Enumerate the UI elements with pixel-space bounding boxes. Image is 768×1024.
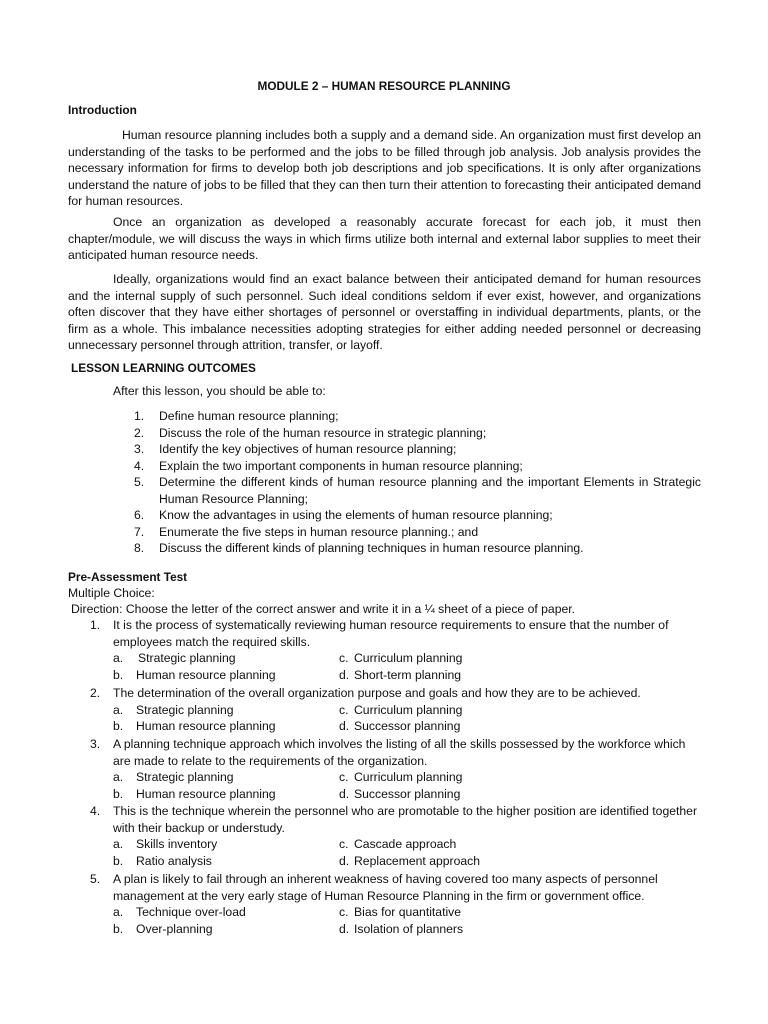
- intro-paragraph-3: Ideally, organizations would find an exact balance between their anticipated demand for human resources and the internal supply of such personnel. Such ideal conditions seldom if ever exist, however, and organizations often discover that they have either shortages of personnel or overstaffing in individual departments, plants, or the firm as a whole. This imbalance necessities adopting strategies for either adding needed personnel or decreasing unnecessary personnel through attrition, transfer, or layoff.: [68, 272, 701, 352]
- question-4: 4. This is the technique wherein the personnel who are promotable to the higher position are identified together with their backup or understudy. a. Skills inventory c. Cascade approach b. Ratio analysis d. Replacement approach: [90, 804, 698, 868]
- outcomes-heading: LESSON LEARNING OUTCOMES: [71, 361, 256, 375]
- question-1: 1. It is the process of systematically reviewing human resource requirements to ensure that the number of employees match the required skills. a. Strategic planning c. Curriculum planning b. Human resource planning d. Short-term planning: [90, 618, 669, 682]
- multiple-choice-label: Multiple Choice:: [68, 586, 155, 600]
- list-item: 7. Enumerate the five steps in human resource planning.; and: [134, 524, 479, 539]
- intro-paragraph-1: Human resource planning includes both a supply and a demand side. An organization must first develop an understanding of the tasks to be performed and the jobs to be filled through job analysis. Job analysis provides the necessary information for firms to develop both job descriptions and job specifications. It is only after organizations understand the nature of jobs to be filled that they can then turn their attention to forecasting their anticipated demand for human resources.: [68, 128, 701, 208]
- outcomes-intro: After this lesson, you should be able to:: [113, 384, 326, 398]
- list-item: 5. Determine the different kinds of human resource planning and the important Elements in Strategic Human Resource Planning;: [134, 475, 701, 506]
- question-2: 2. The determination of the overall organization purpose and goals and how they are to be achieved. a. Strategic planning c. Curriculum planning b. Human resource planning d. Successor planning: [90, 686, 641, 733]
- preassessment-heading: Pre-Assessment Test: [68, 570, 188, 584]
- list-item: 2. Discuss the role of the human resource in strategic planning;: [134, 425, 487, 440]
- page-title: MODULE 2 – HUMAN RESOURCE PLANNING: [257, 79, 511, 93]
- introduction-heading: Introduction: [68, 103, 137, 117]
- list-item: 8. Discuss the different kinds of planning techniques in human resource planning.: [134, 541, 584, 555]
- list-item: 6. Know the advantages in using the elements of human resource planning;: [134, 508, 553, 522]
- intro-paragraph-2: Once an organization as developed a reasonably accurate forecast for each job, it must then chapter/module, we will discuss the ways in which firms utilize both internal and external labor supplies to meet their anticipated human resource needs.: [68, 215, 701, 262]
- question-5: 5. A plan is likely to fail through an inherent weakness of having covered too many aspects of personnel management at the very early stage of Human Resource Planning in the firm or government office. a. Technique over-load c. Bias for quantitative b. Over-planning d. Isolation of planners: [90, 872, 658, 936]
- direction-text: Direction: Choose the letter of the correct answer and write it in a ¼ sheet of a piece of paper.: [71, 602, 576, 616]
- list-item: 3. Identify the key objectives of human resource planning;: [134, 442, 457, 456]
- list-item: 1. Define human resource planning;: [134, 409, 339, 423]
- list-item: 4. Explain the two important components in human resource planning;: [134, 458, 523, 473]
- question-3: 3. A planning technique approach which involves the listing of all the skills possessed by the workforce which are made to relate to the requirements of the organization. a. Strategic planning c. Curriculum planning b. Human resource planning d. Successor planning: [90, 737, 686, 801]
- outcomes-list: [134, 408, 701, 557]
